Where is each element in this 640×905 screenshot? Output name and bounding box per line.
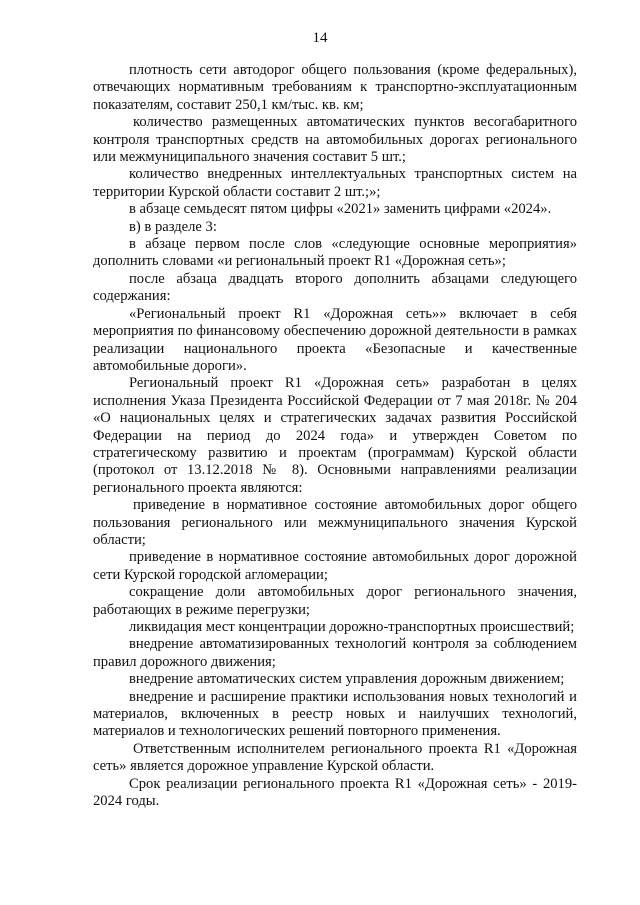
paragraph-density: плотность сети автодорог общего пользования (кроме федеральных), отвечающих нормативным требованиям к транспортно-эксплуатационным показателям, составит 250,1 км/тыс. кв. км; [93, 62, 577, 113]
page-number: 14 [312, 30, 328, 46]
paragraph-weight-control: количество размещенных автоматических пунктов весогабаритного контроля транспортных средств на автомобильных дорогах регионального или межмуниципального значения составит 5 шт.; [93, 114, 577, 166]
paragraph-term: Срок реализации регионального проекта R1 «Дорожная сеть» - 2019-2024 годы. [93, 775, 577, 810]
paragraph-first-abzac: в абзаце первом после слов «следующие основные мероприятия» дополнить словами «и региональный проект R1 «Дорожная сеть»; [93, 236, 577, 270]
paragraph-project-developed: Региональный проект R1 «Дорожная сеть» разработан в целях исполнения Указа Президента Российской Федерации от 7 мая 2018г. № 204 «О национальных целях и стратегических задачах развития Российской Федерации на период до 2024 года» и утвержден Советом по стратегическому развитию и проектам (программам) Курской области (протокол от 13.12.2018 № 8). Основными направлениями реализации регионального проекта являются: [93, 375, 577, 496]
list-item-regional-roads: приведение в нормативное состояние автомобильных дорог общего пользования регионального или межмуниципального значения Курской области; [93, 497, 577, 548]
document-body [93, 62, 577, 810]
list-item-traffic-management: внедрение автоматических систем управления дорожным движением; [129, 671, 565, 688]
paragraph-section-3: в) в разделе 3: [129, 218, 217, 235]
paragraph-its: количество внедренных интеллектуальных транспортных систем на территории Курской области составит 2 шт.;»; [93, 166, 577, 200]
list-item-agglomeration: приведение в нормативное состояние автомобильных дорог дорожной сети Курской городской агломерации; [93, 549, 577, 583]
paragraph-after-22: после абзаца двадцать второго дополнить абзацами следующего содержания: [93, 270, 577, 305]
paragraph-project-includes: «Региональный проект R1 «Дорожная сеть»» включает в себя мероприятия по финансовому обеспечению дорожной деятельности в рамках реализации национального проекта «Безопасные и качественные автомобильные дороги». [93, 305, 577, 374]
list-item-accidents: ликвидация мест концентрации дорожно-транспортных происшествий; [129, 619, 575, 635]
paragraph-abzac-75: в абзаце семьдесят пятом цифры «2021» заменить цифрами «2024». [129, 201, 552, 218]
paragraph-responsible: Ответственным исполнителем регионального проекта R1 «Дорожная сеть» является дорожное управление Курской области. [93, 740, 577, 775]
list-item-new-technologies: внедрение и расширение практики использования новых технологий и материалов, включенных в реестр новых и наилучших технологий, материалов и технологических решений повторного применения. [93, 688, 577, 740]
list-item-automated-control: внедрение автоматизированных технологий контроля за соблюдением правил дорожного движения; [93, 636, 577, 670]
list-item-overload: сокращение доли автомобильных дорог регионального значения, работающих в режиме перегрузки; [93, 584, 577, 618]
